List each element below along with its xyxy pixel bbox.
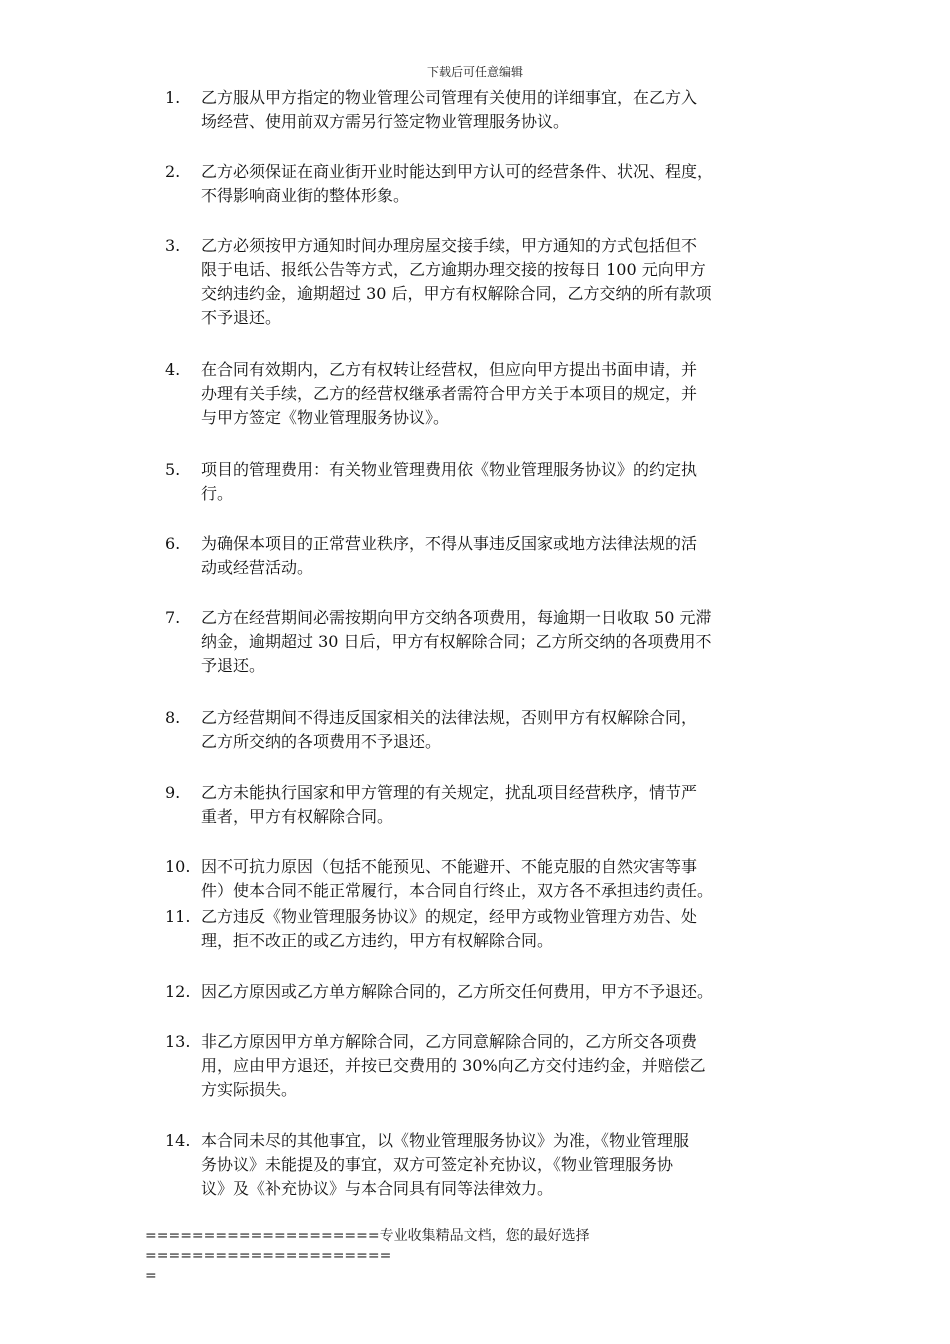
clause-text: 乙方在经营期间必需按期向甲方交纳各项费用，每逾期一日收取 50 元滞 纳金，逾期超过 30 日后，甲方有权解除合同；乙方所交纳的各项费用不 予退还。 — [201, 608, 712, 675]
clause-text: 乙方必须保证在商业街开业时能达到甲方认可的经营条件、状况、程度， 不得影响商业街的整体形象。 — [201, 162, 714, 205]
clause-number: 7. — [165, 608, 181, 627]
clause-text: 项目的管理费用：有关物业管理费用依《物业管理服务协议》的约定执 行。 — [201, 460, 698, 503]
clause-text: 非乙方原因甲方单方解除合同，乙方同意解除合同的，乙方所交各项费 用，应由甲方退还，并按已交费用的 30%向乙方交付违约金，并赔偿乙 方实际损失。 — [201, 1032, 706, 1099]
clause-text: 在合同有效期内，乙方有权转让经营权，但应向甲方提出书面申请，并 办理有关手续，乙方的经营权继承者需符合甲方关于本项目的规定，并 与甲方签定《物业管理服务协议》。 — [201, 360, 698, 427]
clause-number: 5. — [165, 460, 181, 479]
clause-number: 6. — [165, 534, 181, 553]
clause-text: 乙方违反《物业管理服务协议》的规定，经甲方或物业管理方劝告、处 理，拒不改正的或乙方违约，甲方有权解除合同。 — [201, 907, 698, 950]
clause-number: 13. — [165, 1032, 191, 1051]
page-footer-banner: ====================专业收集精品文档，您的最好选择===================== = — [145, 1228, 590, 1284]
clause-text: 为确保本项目的正常营业秩序，不得从事违反国家或地方法律法规的活 动或经营活动。 — [201, 534, 698, 577]
clause-number: 3. — [165, 236, 181, 255]
clause-text: 因不可抗力原因（包括不能预见、不能避开、不能克服的自然灾害等事 件）使本合同不能正常履行，本合同自行终止，双方各不承担违约责任。 — [201, 857, 714, 900]
clause-text: 因乙方原因或乙方单方解除合同的，乙方所交任何费用，甲方不予退还。 — [201, 982, 714, 1001]
clause-text: 乙方必须按甲方通知时间办理房屋交接手续，甲方通知的方式包括但不 限于电话、报纸公告等方式，乙方逾期办理交接的按每日 100 元向甲方 交纳违约金，逾期超过 30 后，甲方有权解除合同，乙方交纳的所有款项 不予退还。 — [201, 236, 712, 327]
page-header-note: 下载后可任意编辑 — [426, 65, 523, 79]
clause-number: 4. — [165, 360, 181, 379]
clause-number: 8. — [165, 708, 181, 727]
clause-number: 10. — [165, 857, 191, 876]
clause-text: 乙方未能执行国家和甲方管理的有关规定，扰乱项目经营秩序，情节严 重者，甲方有权解除合同。 — [201, 783, 698, 826]
clause-number: 14. — [165, 1131, 191, 1150]
clause-number: 11. — [165, 907, 191, 926]
clause-text: 乙方服从甲方指定的物业管理公司管理有关使用的详细事宜，在乙方入 场经营、使用前双方需另行签定物业管理服务协议。 — [201, 88, 698, 131]
clause-number: 2. — [165, 162, 181, 181]
clause-number: 12. — [165, 982, 191, 1001]
clause-text: 本合同未尽的其他事宜，以《物业管理服务协议》为准，《物业管理服 务协议》未能提及的事宜，双方可签定补充协议，《物业管理服务协 议》及《补充协议》与本合同具有同等法律效力。 — [201, 1131, 690, 1198]
clause-text: 乙方经营期间不得违反国家相关的法律法规，否则甲方有权解除合同， 乙方所交纳的各项费用不予退还。 — [201, 708, 698, 751]
clause-number: 9. — [165, 783, 181, 802]
clause-number: 1. — [165, 88, 181, 107]
